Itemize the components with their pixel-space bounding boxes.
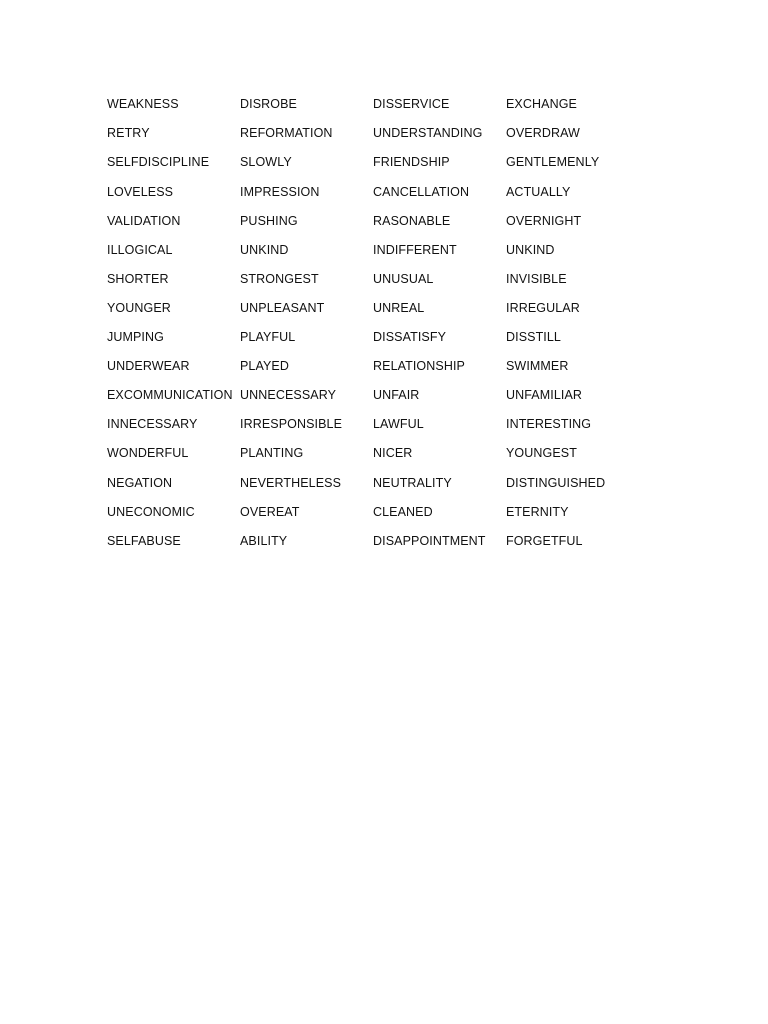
word-cell: GENTLEMENLY — [506, 155, 600, 170]
word-cell: DISSERVICE — [373, 97, 450, 112]
word-cell: INTERESTING — [506, 417, 592, 432]
word-cell: STRONGEST — [240, 271, 319, 286]
word-cell: ABILITY — [240, 533, 288, 548]
word-cell: SELFDISCIPLINE — [107, 155, 210, 170]
word-cell: UNNECESSARY — [240, 388, 337, 403]
word-cell: EXCHANGE — [506, 97, 577, 112]
word-cell: UNKIND — [240, 242, 289, 257]
word-cell: UNDERWEAR — [107, 359, 190, 374]
word-cell: UNUSUAL — [373, 271, 434, 286]
word-cell: INDIFFERENT — [373, 242, 457, 257]
word-cell: UNPLEASANT — [240, 300, 325, 315]
word-cell: OVEREAT — [240, 504, 300, 519]
word-cell: INNECESSARY — [107, 417, 198, 432]
word-cell: ILLOGICAL — [107, 242, 173, 257]
word-cell: VALIDATION — [107, 213, 181, 228]
word-cell: NEUTRALITY — [373, 475, 452, 490]
word-cell: SHORTER — [107, 271, 169, 286]
word-cell: DISROBE — [240, 97, 297, 112]
word-cell: SLOWLY — [240, 155, 292, 170]
word-cell: FRIENDSHIP — [373, 155, 450, 170]
word-cell: RELATIONSHIP — [373, 359, 465, 374]
word-cell: CLEANED — [373, 504, 433, 519]
word-cell: JUMPING — [107, 330, 164, 345]
word-cell: OVERDRAW — [506, 126, 580, 141]
word-cell: WEAKNESS — [107, 97, 179, 112]
word-cell: UNFAMILIAR — [506, 388, 583, 403]
word-cell: PLAYED — [240, 359, 290, 374]
word-list-table — [107, 90, 646, 556]
word-cell: DISSATISFY — [373, 330, 447, 345]
word-cell: IMPRESSION — [240, 184, 320, 199]
word-cell: ETERNITY — [506, 504, 569, 519]
word-cell: RASONABLE — [373, 213, 451, 228]
word-cell: PLAYFUL — [240, 330, 296, 345]
word-cell: LOVELESS — [107, 184, 174, 199]
word-cell: INVISIBLE — [506, 271, 567, 286]
word-cell: YOUNGEST — [506, 446, 577, 461]
word-cell: PUSHING — [240, 213, 298, 228]
word-cell: IRREGULAR — [506, 300, 580, 315]
word-cell: RETRY — [107, 126, 150, 141]
word-cell: ACTUALLY — [506, 184, 571, 199]
word-cell: UNDERSTANDING — [373, 126, 483, 141]
word-cell: CANCELLATION — [373, 184, 470, 199]
word-cell: EXCOMMUNICATION — [107, 388, 233, 403]
word-cell: PLANTING — [240, 446, 304, 461]
word-cell: UNECONOMIC — [107, 504, 195, 519]
word-cell: NICER — [373, 446, 413, 461]
word-cell: UNREAL — [373, 300, 425, 315]
word-cell: UNKIND — [506, 242, 555, 257]
word-cell: YOUNGER — [107, 300, 171, 315]
word-cell: LAWFUL — [373, 417, 424, 432]
word-cell: DISTINGUISHED — [506, 475, 606, 490]
word-cell: OVERNIGHT — [506, 213, 582, 228]
word-cell: UNFAIR — [373, 388, 420, 403]
word-cell: SELFABUSE — [107, 533, 181, 548]
word-cell: DISAPPOINTMENT — [373, 533, 486, 548]
word-cell: NEVERTHELESS — [240, 475, 342, 490]
word-cell: WONDERFUL — [107, 446, 189, 461]
word-cell: NEGATION — [107, 475, 173, 490]
word-cell: SWIMMER — [506, 359, 569, 374]
word-cell: DISSTILL — [506, 330, 561, 345]
word-cell: IRRESPONSIBLE — [240, 417, 343, 432]
word-cell: REFORMATION — [240, 126, 333, 141]
word-cell: FORGETFUL — [506, 533, 583, 548]
